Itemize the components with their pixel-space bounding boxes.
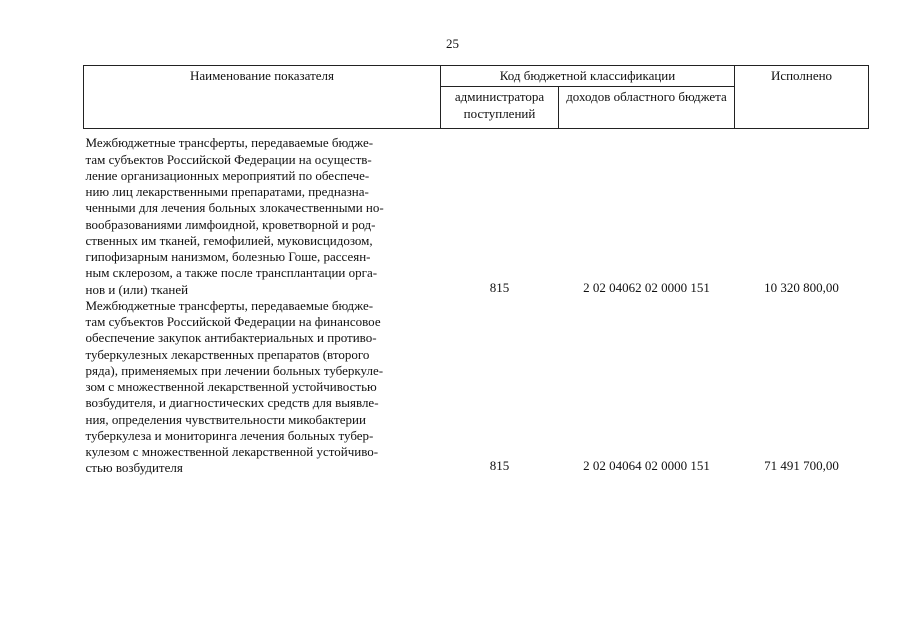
indicator-name-line: ление организационных мероприятий по обеспече- xyxy=(85,167,370,183)
header-indicator-name: Наименование показателя xyxy=(84,66,441,129)
indicator-name-cell xyxy=(84,298,441,477)
table-row xyxy=(84,129,869,298)
income-code-cell: 2 02 04064 02 0000 151 xyxy=(583,458,710,474)
indicator-name-line: ственных им тканей, гемофилией, муковисцидозом, xyxy=(85,232,373,248)
executed-amount-cell: 10 320 800,00 xyxy=(764,279,839,295)
indicator-name-line: Межбюджетные трансферты, передаваемые бюдже- xyxy=(85,135,374,151)
header-budget-code: Код бюджетной классификации xyxy=(441,66,735,87)
indicator-name-line: вообразованиями лимфоидной, кроветворной и род- xyxy=(85,216,376,232)
executed-amount-cell: 71 491 700,00 xyxy=(764,458,839,474)
page-number: 25 xyxy=(446,36,459,51)
indicator-name-line: туберкулеза и мониторинга лечения больных тубер- xyxy=(85,427,374,443)
indicator-name-line: стью возбудителя xyxy=(85,460,183,476)
indicator-name-line: ряда), применяемых при лечении больных туберкуле- xyxy=(85,362,384,378)
indicator-name-cell xyxy=(84,129,441,298)
indicator-name-line: там субъектов Российской Федерации на осуществ- xyxy=(85,151,372,167)
table-row xyxy=(84,298,869,477)
indicator-name-line: возбудителя, и диагностических средств для выявле- xyxy=(85,395,379,411)
indicator-name-line: ния, определения чувствительности микобактерии xyxy=(85,411,366,427)
indicator-name-line: Межбюджетные трансферты, передаваемые бюдже- xyxy=(85,297,374,313)
table-body xyxy=(84,129,869,477)
table-header xyxy=(84,66,869,129)
indicator-name-line: ным склерозом, а также после трансплантации орга- xyxy=(85,265,378,281)
indicator-name-line: зом с множественной лекарственной устойчивостью xyxy=(85,379,377,394)
income-code-cell: 2 02 04062 02 0000 151 xyxy=(583,279,710,295)
indicator-name-line: там субъектов Российской Федерации на финансовое xyxy=(85,314,381,329)
budget-table xyxy=(83,65,869,477)
indicator-name-line: туберкулезных лекарственных препаратов (второго xyxy=(85,346,370,362)
admin-code-cell: 815 xyxy=(489,458,510,474)
header-income-code: доходов областного бюджета xyxy=(559,87,735,129)
indicator-name-line: нию лиц лекарственными препаратами, предназна- xyxy=(85,184,369,199)
header-admin-code: администратора поступлений xyxy=(441,87,559,129)
indicator-name-line: гипофизарным нанизмом, болезнью Гоше, рассеян- xyxy=(85,249,371,264)
indicator-name-line: кулезом с множественной лекарственной устойчиво- xyxy=(85,444,379,459)
admin-code-cell: 815 xyxy=(489,279,510,295)
indicator-name-line: ченными для лечения больных злокачественными но- xyxy=(85,200,384,216)
indicator-name-line: обеспечение закупок антибактериальных и противо- xyxy=(85,330,377,346)
indicator-name-line: нов и (или) тканей xyxy=(85,281,189,297)
header-executed: Исполнено xyxy=(735,66,869,129)
